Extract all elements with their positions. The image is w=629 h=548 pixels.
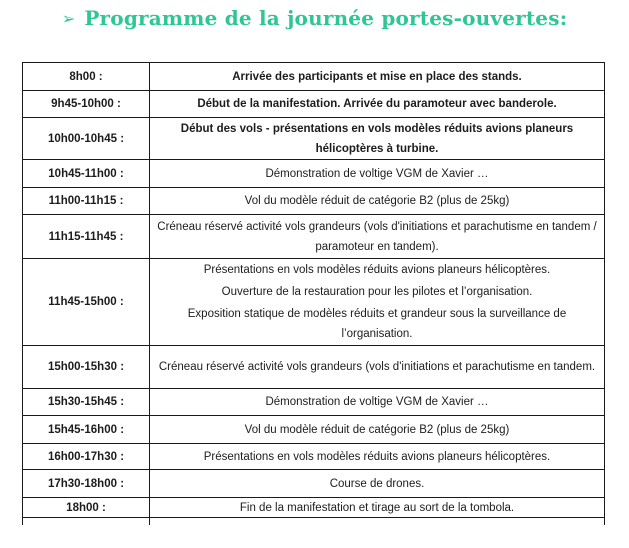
table-row — [23, 346, 604, 389]
table-row — [23, 444, 604, 470]
table-row — [23, 91, 604, 118]
program-schedule-table — [22, 62, 605, 525]
activity-text: Créneau réservé activité vols grandeurs (vols d'initiations et parachutisme en tandem. — [158, 361, 596, 373]
activity-text: Exposition statique de modèles réduits et grandeur sous la surveillance de l’organisation. — [187, 308, 567, 340]
time-cell — [23, 118, 150, 159]
table-row — [23, 416, 604, 444]
activity-text: Vol du modèle réduit de catégorie B2 (plus de 25kg) — [244, 423, 510, 436]
activity-cell — [150, 470, 604, 497]
time-cell — [23, 259, 150, 345]
table-row — [23, 160, 604, 188]
activity-text: Présentations en vols modèles réduits avions planeurs hélicoptères. — [203, 264, 551, 276]
activity-text: Ouverture de la restauration pour les pilotes et l’organisation. — [221, 286, 533, 298]
time-label: 11h45-15h00 : — [48, 296, 124, 308]
activity-text: Début des vols - présentations en vols modèles réduits avions planeurs hélicoptères à turbine. — [180, 122, 574, 155]
activity-cell — [150, 416, 604, 443]
activity-text: Démonstration de voltige VGM de Xavier … — [265, 396, 489, 408]
activity-cell — [150, 346, 604, 388]
table-row-stub — [23, 518, 604, 525]
time-cell — [23, 416, 150, 443]
time-cell — [23, 91, 150, 117]
activity-cell — [150, 444, 604, 469]
time-label: 11h00-11h15 : — [48, 195, 124, 207]
time-label: 16h00-17h30 : — [47, 450, 125, 463]
arrowhead-right-icon: ➢ — [61, 9, 76, 28]
page-title — [0, 6, 629, 30]
activity-text: Créneau réservé activité vols grandeurs (vols d'initiations et parachutisme en tandem / paramoteur en tandem). — [157, 220, 597, 253]
table-row — [23, 389, 604, 416]
table-row — [23, 63, 604, 91]
time-label: 9h45-10h00 : — [51, 98, 121, 110]
table-row — [23, 118, 604, 160]
activity-text: Arrivée des participants et mise en place des stands. — [232, 70, 522, 83]
activity-cell — [150, 188, 604, 214]
time-cell — [23, 444, 150, 469]
time-cell — [23, 215, 150, 258]
time-cell — [23, 518, 150, 525]
activity-text: Course de drones. — [329, 477, 425, 490]
time-cell — [23, 160, 150, 187]
time-label: 17h30-18h00 : — [47, 477, 125, 490]
activity-text: Démonstration de voltige VGM de Xavier … — [265, 167, 489, 180]
activity-cell — [150, 498, 604, 517]
page-title-text: Programme de la journée portes-ouvertes: — [84, 6, 568, 30]
time-label: 10h45-11h00 : — [48, 167, 124, 180]
time-label: 15h30-15h45 : — [47, 396, 125, 408]
activity-cell — [150, 160, 604, 187]
time-label: 10h00-10h45 : — [47, 132, 125, 145]
activity-cell — [150, 215, 604, 258]
activity-cell — [150, 118, 604, 159]
table-row — [23, 470, 604, 498]
activity-text: Vol du modèle réduit de catégorie B2 (plus de 25kg) — [244, 195, 510, 207]
time-cell — [23, 346, 150, 388]
activity-text: Présentations en vols modèles réduits avions planeurs hélicoptères. — [203, 450, 551, 463]
time-label: 15h45-16h00 : — [47, 423, 125, 436]
activity-cell — [150, 259, 604, 345]
time-label: 18h00 : — [66, 501, 106, 514]
time-label: 15h00-15h30 : — [47, 361, 125, 373]
time-cell — [23, 470, 150, 497]
table-row — [23, 215, 604, 259]
table-row — [23, 498, 604, 518]
table-row — [23, 188, 604, 215]
time-label: 8h00 : — [69, 70, 103, 83]
time-cell — [23, 498, 150, 517]
activity-text: Fin de la manifestation et tirage au sort de la tombola. — [239, 501, 515, 514]
activity-text: Début de la manifestation. Arrivée du paramoteur avec banderole. — [197, 98, 557, 110]
activity-cell — [150, 91, 604, 117]
time-cell — [23, 63, 150, 90]
time-cell — [23, 389, 150, 415]
activity-cell — [150, 518, 604, 525]
activity-cell — [150, 63, 604, 90]
time-label: 11h15-11h45 : — [48, 230, 124, 243]
time-cell — [23, 188, 150, 214]
activity-cell — [150, 389, 604, 415]
table-row — [23, 259, 604, 346]
